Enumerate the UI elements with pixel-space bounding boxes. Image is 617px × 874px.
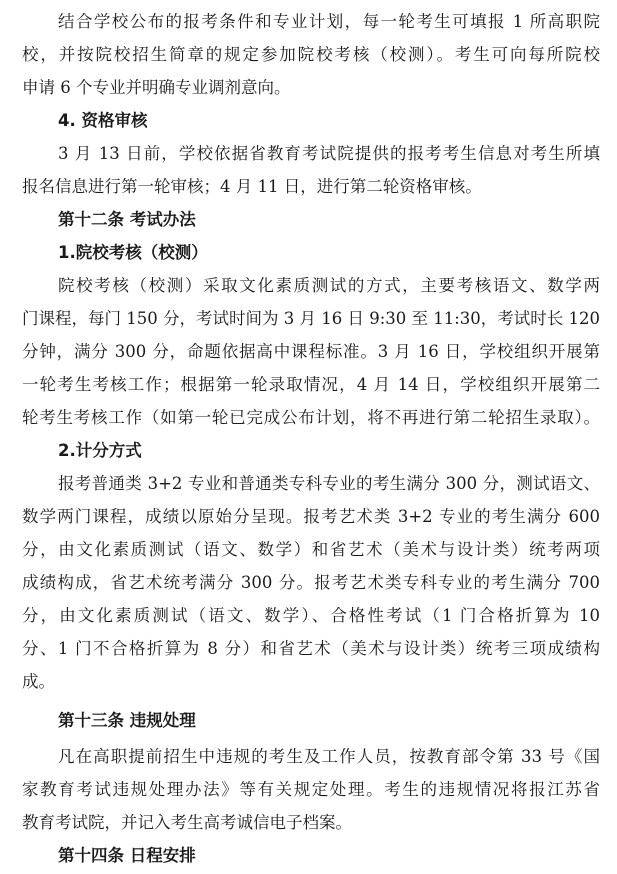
paragraph-line: 报考普通类 3+2 专业和普通类专科专业的考生满分 300 分，测试语文、 [58, 474, 600, 493]
paragraph-line: 轮考生考核工作（如第一轮已完成公布计划，将不再进行第二轮招生录取）。 [22, 408, 600, 427]
section-heading: 4. 资格审核 [58, 111, 148, 130]
paragraph-line: 凡在高职提前招生中违规的考生及工作人员，按教育部令第 33 号《国 [58, 747, 600, 766]
paragraph-line: 分钟，满分 300 分，命题依据高中课程标准。3 月 16 日，学校组织开展第 [22, 342, 600, 361]
paragraph-line: 家教育考试违规处理办法》等有关规定处理。考生的违规情况将报江苏省 [22, 780, 600, 799]
paragraph-line: 教育考试院，并记入考生高考诚信电子档案。 [22, 813, 352, 832]
paragraph-line: 分，由文化素质测试（语文、数学）、合格性考试（1 门合格折算为 10 [22, 606, 600, 625]
section-heading: 1.院校考核（校测） [58, 243, 208, 262]
paragraph-line: 一轮考生考核工作；根据第一轮录取情况，4 月 14 日，学校组织开展第二 [22, 375, 600, 394]
paragraph-line: 分，由文化素质测试（语文、数学）和省艺术（美术与设计类）统考两项 [22, 540, 600, 559]
paragraph-line: 成。 [22, 672, 55, 691]
section-heading: 2.计分方式 [58, 441, 142, 460]
paragraph-line: 门课程，每门 150 分，考试时间为 3 月 16 日 9:30 至 11:30，考试时长 120 [22, 309, 600, 328]
paragraph-line: 数学两门课程，成绩以原始分呈现。报考艺术类 3+2 专业的考生满分 600 [22, 507, 600, 526]
paragraph-line: 分、1 门不合格折算为 8 分）和省艺术（美术与设计类）统考三项成绩构 [22, 639, 600, 658]
paragraph-line: 3 月 13 日前，学校依据省教育考试院提供的报考考生信息对考生所填 [58, 144, 600, 163]
paragraph-line: 院校考核（校测）采取文化素质测试的方式，主要考核语文、数学两 [58, 276, 600, 295]
paragraph-line: 结合学校公布的报考条件和专业计划，每一轮考生可填报 1 所高职院 [58, 12, 600, 31]
article-heading: 第十三条 违规处理 [58, 711, 196, 730]
article-heading: 第十四条 日程安排 [58, 846, 196, 865]
article-heading: 第十二条 考试办法 [58, 210, 196, 229]
paragraph-line: 成绩构成，省艺术统考满分 300 分。报考艺术类专科专业的考生满分 700 [22, 573, 600, 592]
paragraph-line: 校，并按院校招生简章的规定参加院校考核（校测）。考生可向每所院校 [22, 45, 600, 64]
paragraph-line: 申请 6 个专业并明确专业调剂意向。 [22, 78, 291, 97]
paragraph-line: 报名信息进行第一轮审核；4 月 11 日，进行第二轮资格审核。 [22, 177, 482, 196]
